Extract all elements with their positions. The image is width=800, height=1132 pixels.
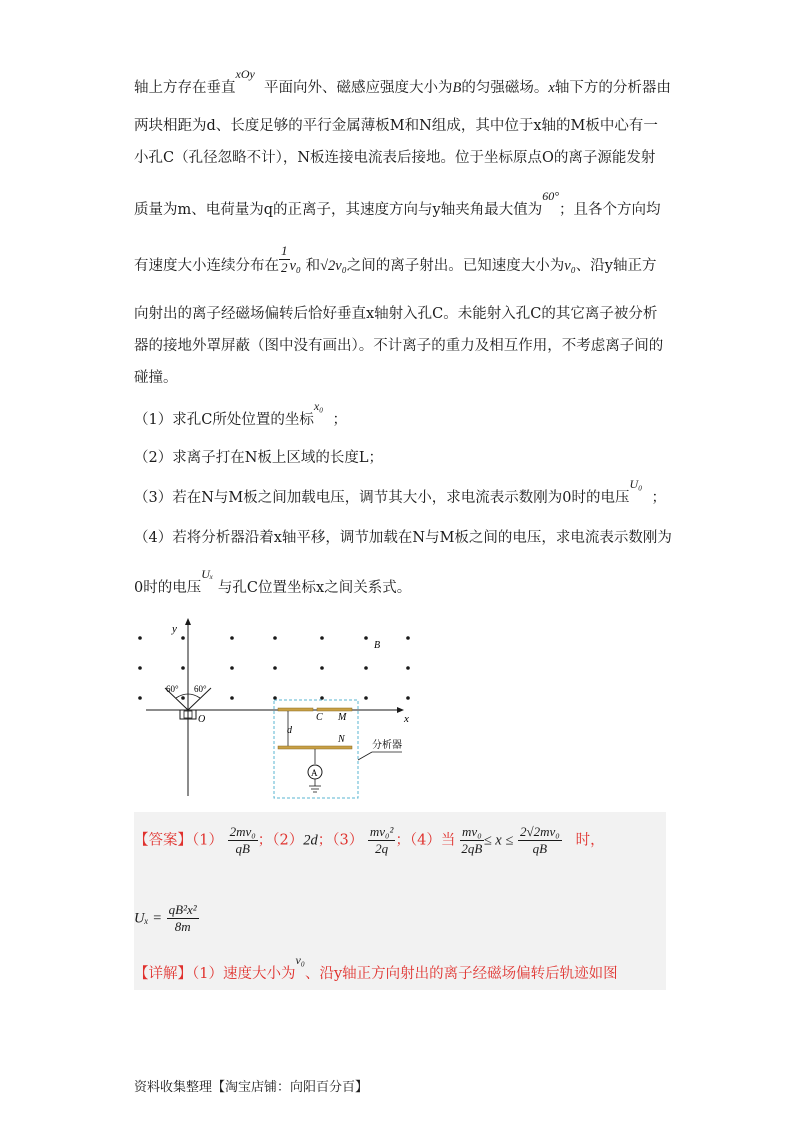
m-plate-left (278, 708, 313, 711)
answer-line: 【答案】（1） $\frac{\text{2mv₀}}{qB}$ ；（2）2d；（3） $\frac{\text{mv₀²}}{2q}$ ；（4）当 $\frac{\text{mv₀}}{2qB}$ ≤ x ≤ $\frac{\text{2√2mv₀}}{qB}$ 时， (134, 824, 605, 856)
angle-60: 60° (542, 189, 560, 203)
b-label: B (374, 640, 381, 651)
ammeter-label: A (311, 768, 318, 778)
origin-label: O (198, 714, 206, 725)
question-4-cont: 0时的电压$^{U_x}$ 与孔C位置坐标x之间关系式。 (134, 567, 412, 596)
answer-3-fraction: $\frac{\text{mv₀²}}{2q}$ (369, 824, 394, 856)
x0-symbol: x₀ (313, 399, 324, 413)
problem-line-7: 器的接地外罩屏蔽（图中没有画出）。不计离子的重力及相互作用，不考虑离子间的 (134, 338, 664, 354)
ux-fraction: $\frac{\text{qB²x²}}{8m}$ (168, 902, 197, 934)
y-axis-arrow (185, 618, 191, 625)
b-field-dots (138, 636, 410, 700)
problem-line-1: 轴上方存在垂直$^{xOy}$ 平面向外、磁感应强度大小为B的匀强磁场。x轴下方的分析器由 (134, 67, 671, 96)
question-4: （4）若将分析器沿着x轴平移，调节加载在N与M板之间的电压，求电流表示数刚为 (134, 530, 672, 546)
y-label: y (172, 623, 177, 635)
m-plate-right (317, 708, 352, 711)
half-fraction: $\frac{1}{2}$ (281, 242, 288, 275)
answer-1-fraction: $\frac{\text{2mv₀}}{qB}$ (229, 824, 256, 856)
explanation-tag: 【详解】 (134, 966, 192, 982)
problem-line-3: 小孔C（孔径忽略不计），N板连接电流表后接地。位于坐标原点O的离子源能发射 (134, 150, 656, 166)
xoy-symbol: xOy (235, 67, 255, 81)
ux-symbol: Uₓ (201, 567, 214, 581)
explanation-line: 【详解】（1）速度大小为$^{v_0}$、沿y轴正方向射出的离子经磁场偏转后轨迹如图 (134, 953, 618, 982)
v0-symbol: v₀ (295, 953, 305, 967)
n-plate (278, 746, 352, 749)
answer-4-upper-fraction: $\frac{\text{2√2mv₀}}{qB}$ (519, 824, 560, 856)
problem-line-2: 两块相距为d、长度足够的平行金属薄板M和N组成，其中位于x轴的M板中心有一 (134, 118, 658, 134)
u0-symbol: U₀ (629, 477, 643, 491)
question-3: （3）若在N与M板之间加载电压，调节其大小，求电流表示数刚为0时的电压$^{U_0}$ ； (134, 477, 667, 506)
question-2: （2）求离子打在N板上区域的长度L； (134, 450, 384, 466)
n-label: N (338, 734, 345, 745)
problem-line-8: 碰撞。 (134, 370, 178, 386)
x-label: x (404, 713, 409, 725)
problem-line-6: 向射出的离子经磁场偏转后恰好垂直x轴射入孔C。未能射入孔C的其它离子被分析 (134, 306, 658, 322)
answer-tag: 【答案】 (134, 832, 192, 849)
analyzer-label: 分析器 (372, 740, 402, 751)
physics-figure (0, 610, 800, 810)
answer-2: 2d (303, 832, 318, 849)
d-label: d (287, 725, 292, 736)
answer-4-lower-fraction: $\frac{\text{mv₀}}{2qB}$ (461, 824, 483, 856)
ux-formula: Uₓ = $\frac{\text{qB²x²}}{8m}$ (134, 902, 197, 934)
angle-left-label: 60° (166, 684, 179, 694)
c-label: C (316, 712, 323, 723)
x-axis-arrow (397, 707, 404, 713)
problem-line-4: 质量为m、电荷量为q的正离子，其速度方向与y轴夹角最大值为$^{60^\circ}$；且各个方向均 (134, 189, 661, 218)
problem-line-5: 有速度大小连续分布在 $\frac{1}{2}$ v₀ 和√2v₀之间的离子射出。已知速度大小为v₀、沿y轴正方 (134, 242, 657, 275)
question-1: （1）求孔C所处位置的坐标$^{x_0}$ ； (134, 399, 348, 428)
analyzer-pointer (358, 752, 372, 760)
angle-right-label: 60° (194, 684, 207, 694)
m-label: M (338, 712, 347, 723)
footer: 资料收集整理【淘宝店铺：向阳百分百】 (134, 1080, 369, 1095)
